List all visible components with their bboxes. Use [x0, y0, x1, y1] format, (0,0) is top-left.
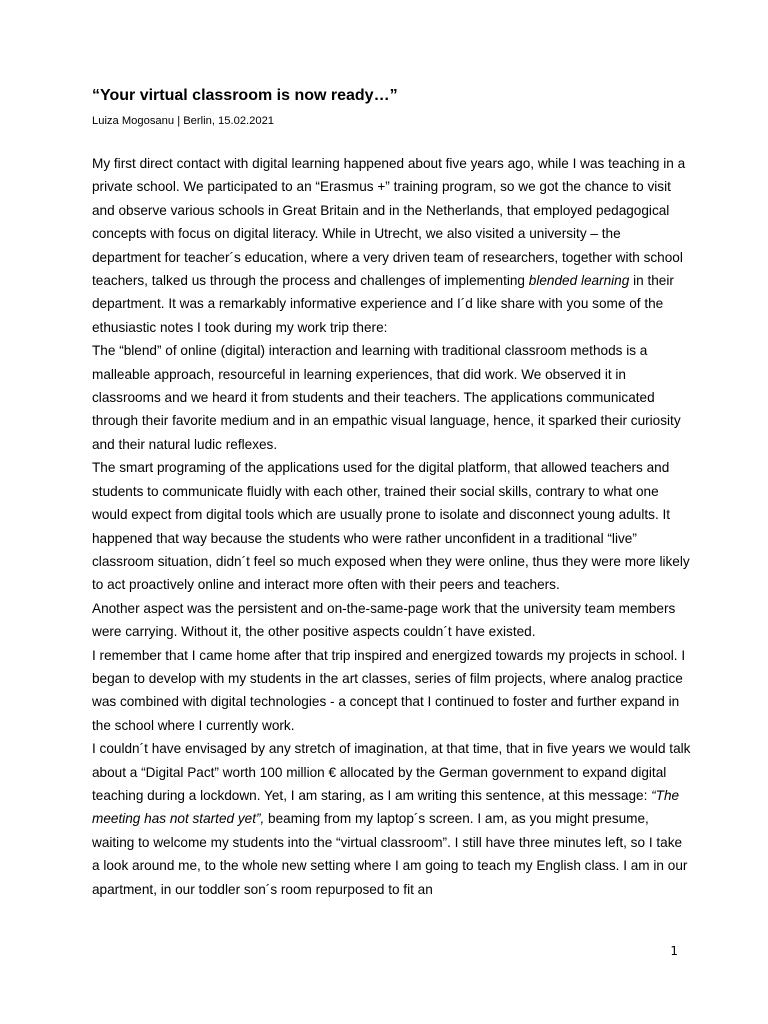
page-number: 1 — [670, 944, 678, 958]
paragraph-4: Another aspect was the persistent and on-the-same-page work that the university team members were carrying. Without it, the other positive aspects couldn´t have existed. — [92, 600, 676, 640]
paragraph-6-text: I couldn´t have envisaged by any stretch of imagination, at that time, that in five years we would talk about a “Digital Pact” worth 100 million € allocated by the German government to expand digital teaching during a lockdown. Yet, I am staring, as I am writing this sentence, at this message: — [92, 741, 691, 803]
paragraph-1-emphasis: blended learning — [528, 273, 630, 289]
paragraph-1 — [92, 152, 692, 339]
author-byline: Luiza Mogosanu | Berlin, 15.02.2021 — [92, 115, 275, 127]
paragraph-2: The “blend” of online (digital) interaction and learning with traditional classroom methods is a malleable approach, resourceful in learning experiences, that did work. We observed it in classrooms and we heard it from students and their teachers. The applications communicated through their favorite medium and in an empathic visual language, hence, it sparked their curiosity and their natural ludic reflexes. — [92, 343, 681, 452]
paragraph-1-text-end: in their department. It was a remarkably informative experience and I´d like share with you some of the ethusiastic notes I took during my work trip there: — [92, 273, 674, 335]
paragraph-6-emphasis: “The meeting has not started yet”, — [92, 787, 680, 827]
paragraph-1-text: My first direct contact with digital learning happened about five years ago, while I was teaching in a private school. We participated to an “Erasmus +” training program, so we got the chance to visit and observe various schools in Great Britain and in the Netherlands, that employed pedagogical concepts with focus on digital literacy. While in Utrecht, we also visited a university – the department for teacher´s education, where a very driven team of researchers, together with school teachers, talked us through the process and challenges of implementing — [92, 156, 686, 289]
document-page — [92, 84, 692, 901]
paragraph-5: I remember that I came home after that trip inspired and energized towards my projects in school. I began to develop with my students in the art classes, series of film projects, where analog practice was combined with digital technologies - a concept that I continued to foster and further expand in the school where I currently work. — [92, 647, 686, 733]
paragraph-6 — [92, 737, 692, 901]
document-title: “Your virtual classroom is now ready…” — [92, 87, 398, 104]
paragraph-6-text-end: beaming from my laptop´s screen. I am, as you might presume, waiting to welcome my students into the “virtual classroom”. I still have three minutes left, so I take a look around me, to the whole new setting where I am going to teach my English class. I am in our apartment, in our toddler son´s room repurposed to fit an — [92, 811, 688, 897]
article-body — [92, 152, 692, 901]
paragraph-3: The smart programing of the applications used for the digital platform, that allowed teachers and students to communicate fluidly with each other, trained their social skills, contrary to what one would expect from digital tools which are usually prone to isolate and disconnect young adults. It happened that way because the students who were rather unconfident in a traditional “live” classroom situation, didn´t feel so much exposed when they were online, thus they were more likely to act proactively online and interact more often with their peers and teachers. — [92, 460, 690, 593]
